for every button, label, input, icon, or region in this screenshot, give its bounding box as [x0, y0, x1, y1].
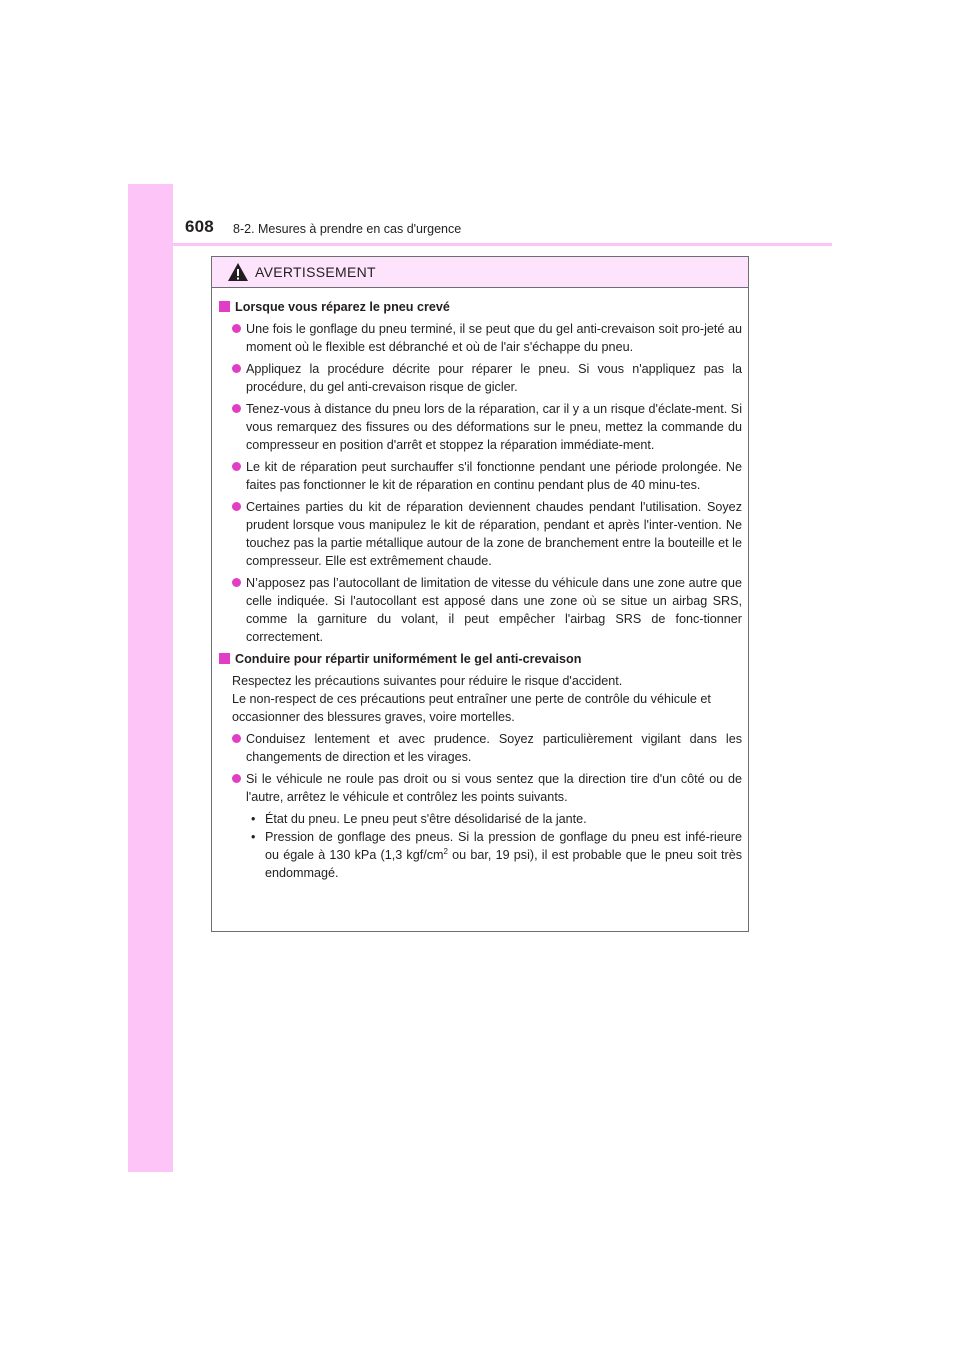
chapter-side-tab	[128, 184, 173, 1172]
round-bullet-icon	[232, 578, 241, 587]
section-title: 8-2. Mesures à prendre en cas d'urgence	[233, 222, 462, 236]
section-heading	[219, 650, 742, 668]
list-item-text: Conduisez lentement et avec prudence. Soyez particulièrement vigilant dans les changements de direction et les virages.	[246, 732, 742, 764]
round-bullet-icon	[232, 734, 241, 743]
pressure-text-end: ou bar, 19 psi), il est probable que le pneu soit très endommagé.	[265, 848, 742, 880]
list-item-text: Tenez-vous à distance du pneu lors de la réparation, car il y a un risque d'éclate-ment. Si vous remarquez des fissures ou des déformations sur le pneu, mettez la commande du compresseur en position d'arrêt et stoppez la réparation immédiate-ment.	[246, 402, 742, 452]
pressure-text: Pression de gonflage des pneus. Si la pression de gonflage du pneu est infé-rieure ou égale à 130 kPa (1,3 kgf/cm	[265, 830, 742, 862]
list-item	[232, 574, 742, 646]
list-item-text: Une fois le gonflage du pneu terminé, il se peut que du gel anti-crevaison soit pro-jeté au moment où le flexible est débranché et où de l'air s'échappe du pneu.	[246, 322, 742, 354]
warning-title: AVERTISSEMENT	[255, 264, 376, 280]
warning-triangle-icon	[227, 262, 249, 282]
header-rule	[173, 243, 832, 246]
page-number: 608	[185, 217, 214, 236]
round-bullet-icon	[232, 462, 241, 471]
round-bullet-icon	[232, 364, 241, 373]
list-item	[232, 360, 742, 396]
list-item-text: Si le véhicule ne roule pas droit ou si vous sentez que la direction tire d'un côté ou de l'autre, arrêtez le véhicule et contrôlez les points suivants.	[246, 772, 742, 804]
sub-list-item-text: État du pneu. Le pneu peut s'être désolidarisé de la jante.	[265, 812, 587, 826]
round-bullet-icon	[232, 502, 241, 511]
list-item	[232, 498, 742, 570]
warning-header	[212, 257, 748, 288]
sub-list-item	[251, 828, 742, 882]
intro-paragraph: Le non-respect de ces précautions peut entraîner une perte de contrôle du véhicule et occasionner des blessures graves, voire mortelles.	[232, 692, 711, 724]
intro-paragraph: Respectez les précautions suivantes pour réduire le risque d'accident.	[232, 674, 623, 688]
square-bullet-icon	[219, 653, 230, 664]
section-heading-text: Lorsque vous réparez le pneu crevé	[235, 300, 450, 314]
list-item-text: N’apposez pas l’autocollant de limitation de vitesse du véhicule dans une zone autre que celle indiquée. Si l'autocollant est apposé dans une zone où se situe un airbag SRS, comme la garniture du volant, il peut empêcher l'airbag SRS de fonc-tionner correctement.	[246, 576, 742, 644]
warning-body	[212, 288, 748, 882]
list-item	[232, 770, 742, 806]
sub-bullet-marker: •	[251, 812, 256, 826]
list-item	[232, 458, 742, 494]
sub-list-item-text	[265, 828, 742, 882]
list-item	[232, 730, 742, 766]
list-item-text: Le kit de réparation peut surchauffer s'il fonctionne pendant une période prolongée. Ne faites pas fonctionner le kit de réparation en continu pendant plus de 40 minu-tes.	[246, 460, 742, 492]
round-bullet-icon	[232, 774, 241, 783]
round-bullet-icon	[232, 404, 241, 413]
section-heading	[219, 298, 742, 316]
square-bullet-icon	[219, 301, 230, 312]
section-heading-text: Conduire pour répartir uniformément le gel anti-crevaison	[235, 652, 582, 666]
list-item-text: Appliquez la procédure décrite pour réparer le pneu. Si vous n'appliquez pas la procédure, du gel anti-crevaison risque de gicler.	[246, 362, 742, 394]
sub-bullet-marker: •	[251, 830, 256, 844]
list-item-text: Certaines parties du kit de réparation deviennent chaudes pendant l'utilisation. Soyez prudent lorsque vous manipulez le kit de réparation, pendant et après l'inter-vention. Ne touchez pas la partie métallique autour de la zone de branchement entre la bouteille et le compresseur. Elle est extrêmement chaude.	[246, 500, 742, 568]
round-bullet-icon	[232, 324, 241, 333]
warning-box	[211, 256, 749, 932]
superscript-2: 2	[443, 846, 448, 856]
list-item	[232, 320, 742, 356]
list-item	[232, 400, 742, 454]
sub-list-item	[251, 810, 742, 828]
